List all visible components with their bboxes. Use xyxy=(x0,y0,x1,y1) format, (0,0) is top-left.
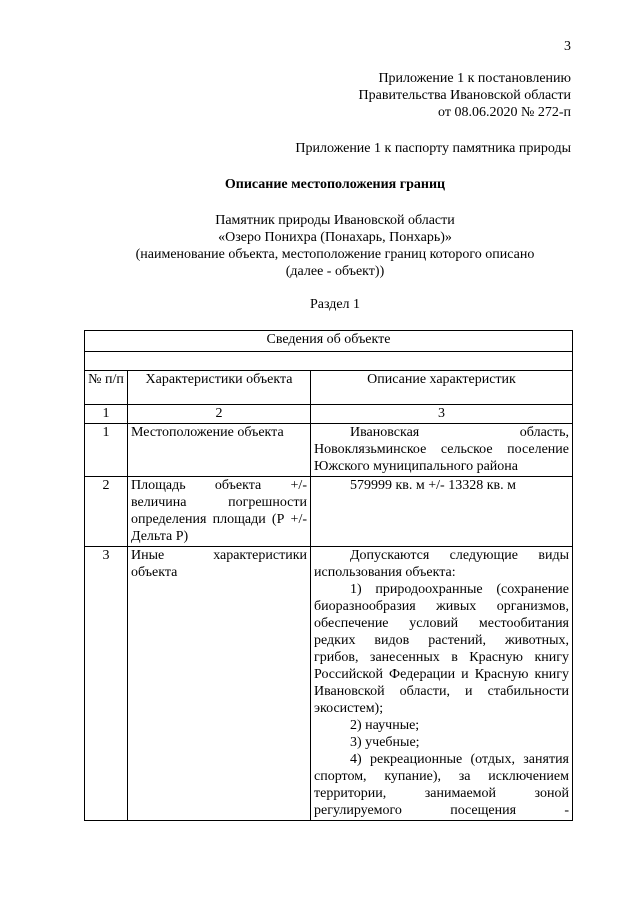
row-description xyxy=(311,547,573,821)
annex-passport: Приложение 1 к паспорту памятника природы xyxy=(295,141,571,156)
description-paragraph: 1) природоохранные (сохранение биоразнообразия живых организмов, обеспечение условий местообитания редких видов растений, животных, грибов, занесенных в Красную книгу Российской Федерации и Красную книгу Ивановской области, и стабильности экосистем); xyxy=(314,582,569,716)
row-number: 1 xyxy=(85,424,128,477)
table-row xyxy=(85,477,573,547)
column-numbers-row xyxy=(85,405,573,424)
annex-header xyxy=(359,70,571,121)
annex-header-line: от 08.06.2020 № 272-п xyxy=(438,105,571,120)
header-description: Описание характеристик xyxy=(311,371,573,405)
document-heading: Описание местоположения границ xyxy=(224,177,446,192)
table-row xyxy=(85,547,573,821)
row-number: 3 xyxy=(85,547,128,821)
row-characteristic: Иные характеристики объекта xyxy=(128,547,311,821)
section-title: Раздел 1 xyxy=(309,297,361,312)
description-paragraph: 4) рекреационные (отдых, занятия спортом, купание), за исключением территории, занимаемой зоной регулируемого посещения - xyxy=(314,752,569,818)
annex-header-line: Правительства Ивановской области xyxy=(358,88,571,103)
row-description: 579999 кв. м +/- 13328 кв. м xyxy=(311,477,573,547)
table-row xyxy=(85,424,573,477)
table-empty-row xyxy=(85,352,573,371)
object-line: Памятник природы Ивановской области xyxy=(215,213,455,228)
object-line: (далее - объект)) xyxy=(285,264,385,279)
description-paragraph: 3) учебные; xyxy=(350,735,420,750)
object-description xyxy=(90,212,580,280)
description-paragraph: 2) научные; xyxy=(350,718,420,733)
table-empty-cell xyxy=(85,352,573,371)
header-characteristics: Характеристики объекта xyxy=(128,371,311,405)
column-number: 3 xyxy=(311,405,573,424)
column-number: 2 xyxy=(128,405,311,424)
table-title: Сведения об объекте xyxy=(85,331,573,352)
row-number: 2 xyxy=(85,477,128,547)
annex-header-line: Приложение 1 к постановлению xyxy=(378,71,571,86)
page-number: 3 xyxy=(564,39,571,54)
description-paragraph: Допускаются следующие виды использования объекта: xyxy=(314,548,569,580)
column-number: 1 xyxy=(85,405,128,424)
row-characteristic: Площадь объекта +/- величина погрешности определения площади (Р +/- Дельта Р) xyxy=(128,477,311,547)
object-info-table xyxy=(84,330,573,821)
table-header-row xyxy=(85,371,573,405)
row-description: Ивановская область, Новоклязьминское сельское поселение Южского муниципального района xyxy=(311,424,573,477)
table-title-row xyxy=(85,331,573,352)
row-characteristic: Местоположение объекта xyxy=(128,424,311,477)
header-num: № п/п xyxy=(85,371,128,405)
object-line: «Озеро Понихра (Понахарь, Понхарь)» xyxy=(218,230,452,245)
object-line: (наименование объекта, местоположение границ которого описано xyxy=(135,247,535,262)
